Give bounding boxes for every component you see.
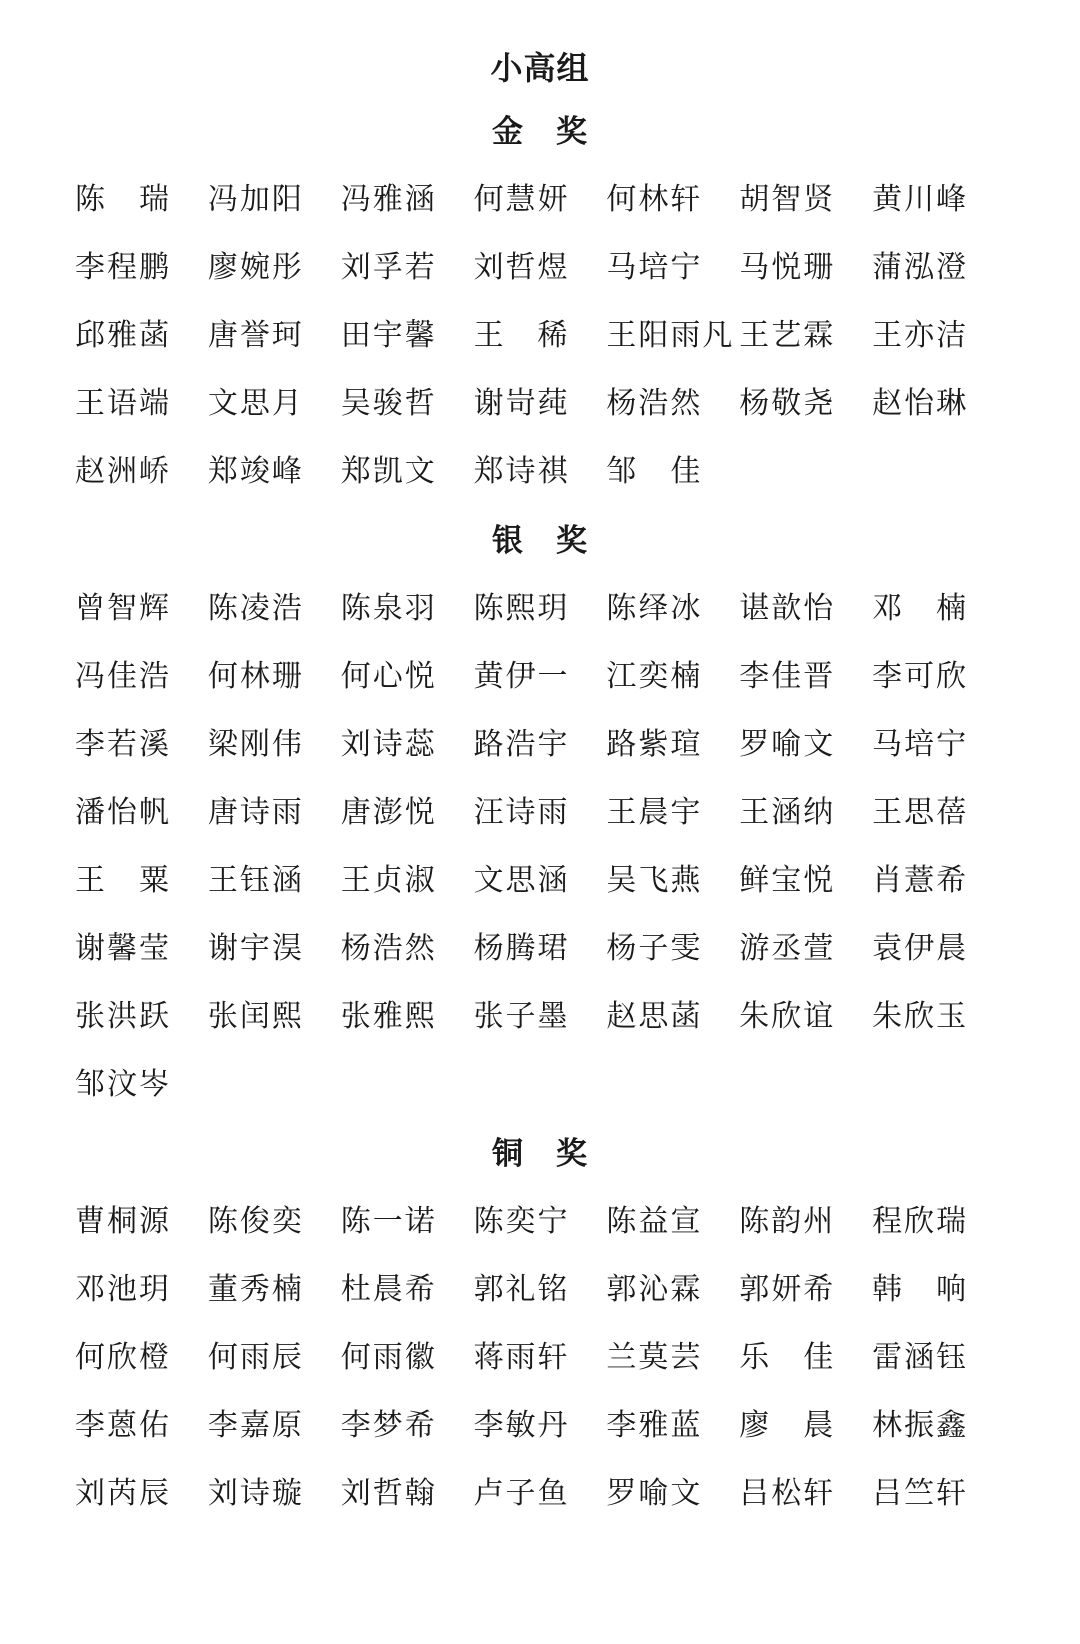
awardee-name: 王思蓓 — [872, 796, 969, 829]
awardee-name: 刘芮辰 — [75, 1477, 171, 1510]
awardee-name: 唐诗雨 — [207, 796, 304, 829]
name-row — [75, 253, 1005, 283]
awardee-name: 刘哲翰 — [340, 1477, 437, 1510]
awardee-name: 刘孚若 — [340, 251, 437, 284]
awardee-name: 曹桐源 — [75, 1205, 171, 1238]
award-sections — [75, 116, 1005, 1509]
awardee-name: 陈绎冰 — [606, 592, 703, 625]
awardee-name: 邹汶岑 — [75, 1068, 171, 1101]
awardee-name: 蒲泓澄 — [872, 251, 969, 284]
name-row — [75, 321, 1005, 351]
awardee-name: 袁伊晨 — [872, 932, 969, 965]
awardee-name: 路浩宇 — [473, 728, 570, 761]
awardee-name: 兰莫芸 — [606, 1341, 703, 1374]
awardee-name: 赵洲峤 — [75, 455, 171, 488]
awardee-name: 张洪跃 — [75, 1000, 171, 1033]
awardee-name: 唐澎悦 — [340, 796, 437, 829]
awardee-name: 谢馨莹 — [75, 932, 171, 965]
name-row — [75, 1070, 1005, 1100]
awardee-name: 陈韵州 — [739, 1205, 836, 1238]
awardee-name: 陈奕宁 — [473, 1205, 570, 1238]
name-row — [75, 1207, 1005, 1237]
awardee-name: 胡智贤 — [739, 183, 836, 216]
awardee-name: 陈俊奕 — [207, 1205, 304, 1238]
awardee-name: 李敏丹 — [473, 1409, 570, 1442]
awardee-name: 乐 佳 — [739, 1341, 836, 1374]
awardee-name: 何雨徽 — [340, 1341, 437, 1374]
awardee-name: 陈 瑞 — [75, 183, 171, 216]
awardee-name: 王贞淑 — [340, 864, 437, 897]
name-row — [75, 1002, 1005, 1032]
awardee-name: 卢子鱼 — [473, 1477, 570, 1510]
awardee-name: 黄伊一 — [473, 660, 570, 693]
awardee-name: 杨敬尧 — [739, 387, 836, 420]
awardee-name: 李可欣 — [872, 660, 969, 693]
awardee-name: 谢岢莼 — [473, 387, 570, 420]
awardee-name: 林振鑫 — [872, 1409, 969, 1442]
awardee-name: 郑凯文 — [340, 455, 437, 488]
awardee-name: 王阳雨凡 — [606, 319, 735, 352]
awardee-name: 冯佳浩 — [75, 660, 171, 693]
awardee-name: 何雨辰 — [207, 1341, 304, 1374]
name-row — [75, 185, 1005, 215]
name-row — [75, 866, 1005, 896]
awardee-name: 鲜宝悦 — [739, 864, 836, 897]
awardee-name: 王 粟 — [75, 864, 171, 897]
awardee-name: 王钰涵 — [207, 864, 304, 897]
awardee-name: 黄川峰 — [872, 183, 969, 216]
awardee-name: 郭礼铭 — [473, 1273, 570, 1306]
awardee-name: 蒋雨轩 — [473, 1341, 570, 1374]
awardee-name: 陈熙玥 — [473, 592, 570, 625]
page-title: 小高组 — [490, 50, 590, 86]
awardee-name: 李雅蓝 — [606, 1409, 703, 1442]
awardee-name: 杨浩然 — [606, 387, 703, 420]
awardee-name: 梁刚伟 — [207, 728, 304, 761]
awardee-name: 王亦洁 — [872, 319, 969, 352]
awardee-name: 朱欣玉 — [872, 1000, 969, 1033]
awardee-name: 邓池玥 — [75, 1273, 171, 1306]
awardee-name: 吕竺轩 — [872, 1477, 969, 1510]
name-row — [75, 662, 1005, 692]
awardee-name: 冯加阳 — [207, 183, 304, 216]
awardee-name: 李蒽佑 — [75, 1409, 171, 1442]
awardee-name: 李程鹏 — [75, 251, 171, 284]
name-row — [75, 730, 1005, 760]
awardee-name: 路紫瑄 — [606, 728, 703, 761]
awardee-name: 陈凌浩 — [207, 592, 304, 625]
awardee-name: 郑诗祺 — [473, 455, 570, 488]
awardee-name: 张雅熙 — [340, 1000, 437, 1033]
awardee-name: 杨子雯 — [606, 932, 703, 965]
awardee-name: 赵怡琳 — [872, 387, 969, 420]
awardee-name: 吴骏哲 — [340, 387, 437, 420]
section-heading-silver: 银 奖 — [492, 523, 588, 558]
awardee-name: 马悦珊 — [739, 251, 836, 284]
awardee-name: 王涵纳 — [739, 796, 836, 829]
awardee-name: 陈益宣 — [606, 1205, 703, 1238]
award-section-gold — [75, 116, 1005, 487]
awardee-name: 郑竣峰 — [207, 455, 304, 488]
awardee-name: 游丞萱 — [739, 932, 836, 965]
awardee-name: 杜晨希 — [340, 1273, 437, 1306]
name-row — [75, 934, 1005, 964]
awardee-name: 李若溪 — [75, 728, 171, 761]
awardee-name: 雷涵钰 — [872, 1341, 969, 1374]
name-row — [75, 798, 1005, 828]
awardee-name: 陈一诺 — [340, 1205, 437, 1238]
awardee-name: 冯雅涵 — [340, 183, 437, 216]
awardee-name: 刘诗璇 — [207, 1477, 304, 1510]
awardee-name: 朱欣谊 — [739, 1000, 836, 1033]
awardee-name: 吴飞燕 — [606, 864, 703, 897]
name-row — [75, 1275, 1005, 1305]
awardee-name: 唐誉珂 — [207, 319, 304, 352]
section-heading-bronze: 铜 奖 — [492, 1136, 588, 1171]
awardee-name: 肖薏希 — [872, 864, 969, 897]
awardee-name: 马培宁 — [606, 251, 703, 284]
awardee-name: 何慧妍 — [473, 183, 570, 216]
awardee-name: 王 稀 — [473, 319, 570, 352]
awardee-name: 王语端 — [75, 387, 171, 420]
award-section-silver — [75, 525, 1005, 1100]
awardee-name: 文思涵 — [473, 864, 570, 897]
name-row — [75, 457, 1005, 487]
awardee-name: 罗喻文 — [739, 728, 836, 761]
awardee-name: 汪诗雨 — [473, 796, 570, 829]
awardee-name: 刘哲煜 — [473, 251, 570, 284]
name-row — [75, 594, 1005, 624]
awardee-name: 何林轩 — [606, 183, 703, 216]
awardee-name: 马培宁 — [872, 728, 969, 761]
section-heading-gold: 金 奖 — [492, 114, 588, 149]
awardee-name: 邱雅菡 — [75, 319, 171, 352]
awardee-name: 王晨宇 — [606, 796, 703, 829]
name-row — [75, 1343, 1005, 1373]
awardee-name: 田宇馨 — [340, 319, 437, 352]
awardee-name: 何欣橙 — [75, 1341, 171, 1374]
awardee-name: 江奕楠 — [606, 660, 703, 693]
awardee-name: 何心悦 — [340, 660, 437, 693]
awardee-name: 罗喻文 — [606, 1477, 703, 1510]
awardee-name: 廖 晨 — [739, 1409, 836, 1442]
awardee-name: 李佳晋 — [739, 660, 836, 693]
awardee-name: 杨腾珺 — [473, 932, 570, 965]
awardee-name: 文思月 — [207, 387, 304, 420]
awardee-name: 郭沁霖 — [606, 1273, 703, 1306]
awardee-name: 潘怡帆 — [75, 796, 171, 829]
awardee-name: 张子墨 — [473, 1000, 570, 1033]
name-row — [75, 1479, 1005, 1509]
award-section-bronze — [75, 1138, 1005, 1509]
awardee-name: 李梦希 — [340, 1409, 437, 1442]
awardee-name: 陈泉羽 — [340, 592, 437, 625]
awardee-name: 谢宇淏 — [207, 932, 304, 965]
awardee-name: 程欣瑞 — [872, 1205, 969, 1238]
awardee-name: 郭妍希 — [739, 1273, 836, 1306]
awardee-name: 董秀楠 — [207, 1273, 304, 1306]
awardee-name: 杨浩然 — [340, 932, 437, 965]
awardee-name: 吕松轩 — [739, 1477, 836, 1510]
name-row — [75, 1411, 1005, 1441]
name-row — [75, 389, 1005, 419]
awardee-name: 韩 响 — [872, 1273, 969, 1306]
awardee-name: 廖婉彤 — [207, 251, 304, 284]
awardee-name: 李嘉原 — [207, 1409, 304, 1442]
awardee-name: 何林珊 — [207, 660, 304, 693]
awardee-name: 刘诗蕊 — [340, 728, 437, 761]
awardee-name: 谌歆怡 — [739, 592, 836, 625]
awardee-name: 王艺霖 — [739, 319, 836, 352]
awardee-name: 邹 佳 — [606, 455, 703, 488]
awardee-name: 邓 楠 — [872, 592, 969, 625]
awardee-name: 曾智辉 — [75, 592, 171, 625]
awardee-name: 张闰熙 — [207, 1000, 304, 1033]
awardee-name: 赵思菡 — [606, 1000, 703, 1033]
